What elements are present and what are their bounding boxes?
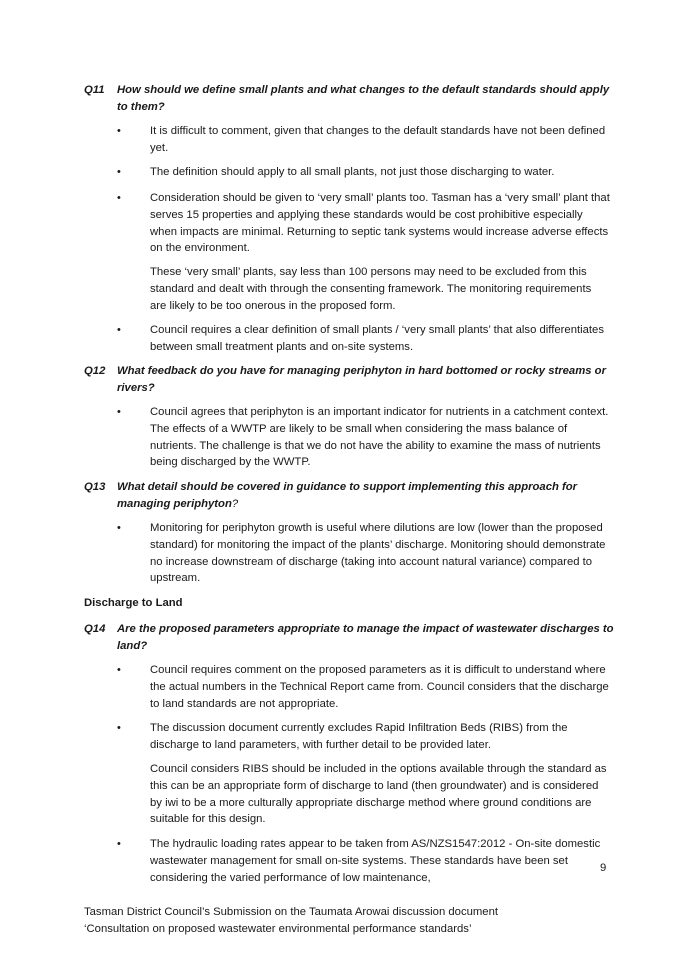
bullet-item: [117, 123, 610, 157]
page-number: 9: [600, 862, 607, 874]
question-number: Q14: [84, 623, 106, 635]
paragraph: These ‘very small’ plants, say less than 100 persons may need to be excluded from this standard and dealt with through the consenting framework. The monitoring requirements are likely to be too onerous in the proposed form.: [150, 266, 592, 312]
paragraph: Council considers RIBS should be included in the options available through the standard as this can be an appropriate form of discharge to land (then groundwater) and is considered by iwi to be a more culturally appropriate discharge method where ground conditions are suitable for this design.: [150, 763, 607, 826]
question-q13: [84, 479, 614, 513]
question-mark: ?: [231, 497, 239, 510]
bullet-item: [117, 720, 610, 754]
question-number: Q12: [84, 365, 106, 377]
question-text: Are the proposed parameters appropriate to manage the impact of wastewater discharges to land?: [117, 623, 614, 652]
bullet-item: [117, 404, 610, 471]
bullet-icon: •: [117, 838, 121, 850]
bullet-text: Consideration should be given to ‘very small’ plants too. Tasman has a ‘very small’ plant that serves 15 properties and applying these standards would be cost prohibitive especially when impacts are minimal. Returning to septic tank systems would increase adverse effects on the environment.: [150, 192, 610, 255]
question-q12: [84, 363, 614, 397]
bullet-text: It is difficult to comment, given that changes to the default standards have not been defined yet.: [150, 125, 606, 154]
bullet-icon: •: [117, 664, 121, 676]
bullet-icon: •: [117, 125, 121, 137]
section-heading: Discharge to Land: [84, 597, 183, 609]
question-number: Q13: [84, 481, 106, 493]
bullet-icon: •: [117, 324, 121, 336]
bullet-icon: •: [117, 722, 121, 734]
bullet-icon: •: [117, 406, 121, 418]
bullet-text: Council agrees that periphyton is an important indicator for nutrients in a catchment context. The effects of a WWTP are likely to be small when considering the mass balance of nutrients. The challenge is that we do not have the ability to examine the mass of nutrients being discharged by the WWTP.: [150, 406, 609, 469]
bullet-text: Monitoring for periphyton growth is useful where dilutions are low (lower than the proposed standard) for monitoring the impact of the plants’ discharge. Monitoring should demonstrate no increase downstream of discharge (taking into account natural variance) compared to upstream.: [150, 522, 606, 585]
bullet-text: The definition should apply to all small plants, not just those discharging to water.: [150, 166, 555, 178]
question-text: How should we define small plants and what changes to the default standards should apply to them?: [117, 84, 610, 113]
question-text: What feedback do you have for managing periphyton in hard bottomed or rocky streams or rivers?: [117, 365, 606, 394]
bullet-text: Council requires comment on the proposed parameters as it is difficult to understand where the actual numbers in the Technical Report came from. Council considers that the discharge to land standards are not appropriate.: [150, 664, 609, 710]
bullet-item: [117, 520, 610, 587]
bullet-item: [117, 190, 610, 257]
question-q14: [84, 621, 614, 655]
bullet-item: [117, 322, 610, 356]
bullet-text: The hydraulic loading rates appear to be taken from AS/NZS1547:2012 - On-site domestic wastewater management for small on-site systems. These standards have been set considering the varied performance of low maintenance,: [150, 838, 601, 884]
bullet-item: [117, 836, 610, 886]
bullet-text: Council requires a clear definition of small plants / ‘very small plants’ that also differentiates between small treatment plants and on-site systems.: [150, 324, 604, 353]
bullet-item: [117, 164, 610, 181]
bullet-text: The discussion document currently excludes Rapid Infiltration Beds (RIBS) from the discharge to land parameters, with further detail to be provided later.: [150, 722, 568, 751]
bullet-icon: •: [117, 522, 121, 534]
bullet-item: [117, 662, 610, 712]
question-text-body: What detail should be covered in guidance to support implementing this approach for managing periphyton: [117, 481, 578, 510]
bullet-icon: •: [117, 192, 121, 204]
page-footer: [84, 904, 604, 938]
footer-line: Tasman District Council’s Submission on the Taumata Arowai discussion document: [84, 906, 498, 918]
bullet-icon: •: [117, 166, 121, 178]
question-q11: [84, 82, 614, 116]
question-number: Q11: [84, 84, 105, 96]
footer-line: ‘Consultation on proposed wastewater environmental performance standards’: [84, 922, 472, 935]
question-text: [117, 479, 614, 513]
